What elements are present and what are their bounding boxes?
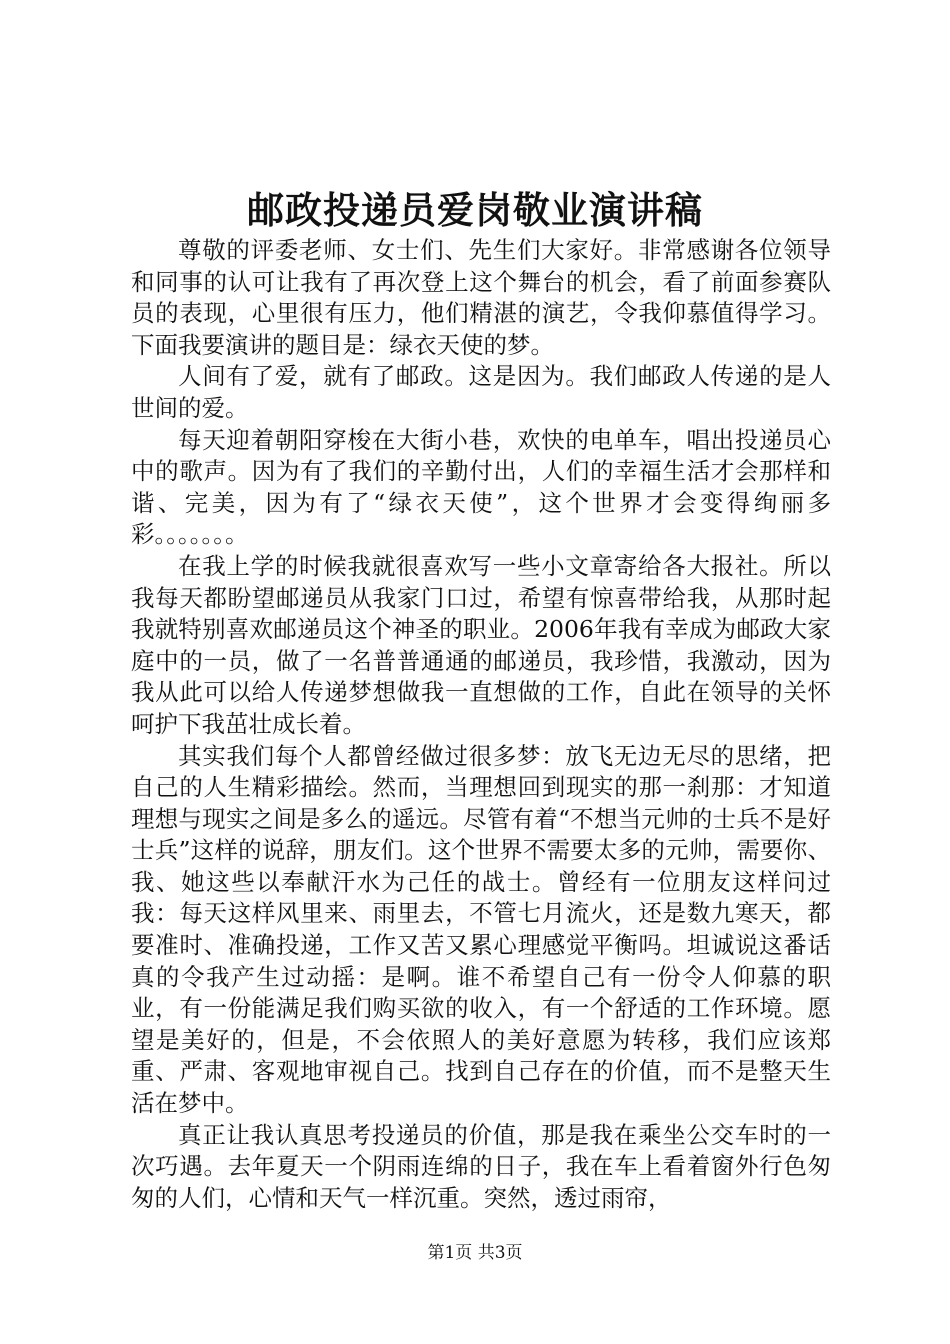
paragraph-5: 其实我们每个人都曾经做过很多梦：放飞无边无尽的思绪，把自己的人生精彩描绘。然而，当理想回到现实的那一刹那：才知道理想与现实之间是多么的遥远。尽管有着“不想当元帅的士兵不是好士兵”这样的说辞，朋友们。这个世界不需要太多的元帅，需要你、我、她这些以奉献汗水为己任的战士。曾经有一位朋友这样问过我：每天这样风里来、雨里去，不管七月流火，还是数九寒天，都要准时、准确投递，工作又苦又累心理感觉平衡吗。坦诚说这番话真的令我产生过动摇：是啊。谁不希望自己有一份令人仰慕的职业，有一份能满足我们购买欲的收入，有一个舒适的工作环境。愿望是美好的，但是，不会依照人的美好意愿为转移，我们应该郑重、严肃、客观地审视自己。找到自己存在的价值，而不是整天生活在梦中。 bbox=[131, 741, 831, 1118]
document-title: 邮政投递员爱岗敬业演讲稿 bbox=[247, 188, 703, 232]
page-footer: 第1页 共3页 bbox=[427, 1243, 523, 1263]
paragraph-2: 人间有了爱，就有了邮政。这是因为。我们邮政人传递的是人世间的爱。 bbox=[131, 362, 831, 422]
paragraph-1: 尊敬的评委老师、女士们、先生们大家好。非常感谢各位领导和同事的认可让我有了再次登上这个舞台的机会，看了前面参赛队员的表现，心里很有压力，他们精湛的演艺，令我仰慕值得学习。下面我要演讲的题目是：绿衣天使的梦。 bbox=[131, 236, 831, 359]
paragraph-6: 真正让我认真思考投递员的价值，那是我在乘坐公交车时的一次巧遇。去年夏天一个阴雨连绵的日子，我在车上看着窗外行色匆匆的人们，心情和天气一样沉重。突然，透过雨帘， bbox=[131, 1120, 831, 1212]
paragraph-4: 在我上学的时候我就很喜欢写一些小文章寄给各大报社。所以我每天都盼望邮递员从我家门口过，希望有惊喜带给我，从那时起我就特别喜欢邮递员这个神圣的职业。2006年我有幸成为邮政大家庭中的一员，做了一名普普通通的邮递员，我珍惜，我激动，因为我从此可以给人传递梦想做我一直想做的工作，自此在领导的关怀呵护下我茁壮成长着。 bbox=[131, 551, 831, 738]
paragraph-3: 每天迎着朝阳穿梭在大街小巷，欢快的电单车，唱出投递员心中的歌声。因为有了我们的辛勤付出，人们的幸福生活才会那样和谐、完美，因为有了“绿衣天使”，这个世界才会变得绚丽多彩。。。。。。。 bbox=[131, 425, 831, 549]
document-body bbox=[131, 235, 831, 1214]
